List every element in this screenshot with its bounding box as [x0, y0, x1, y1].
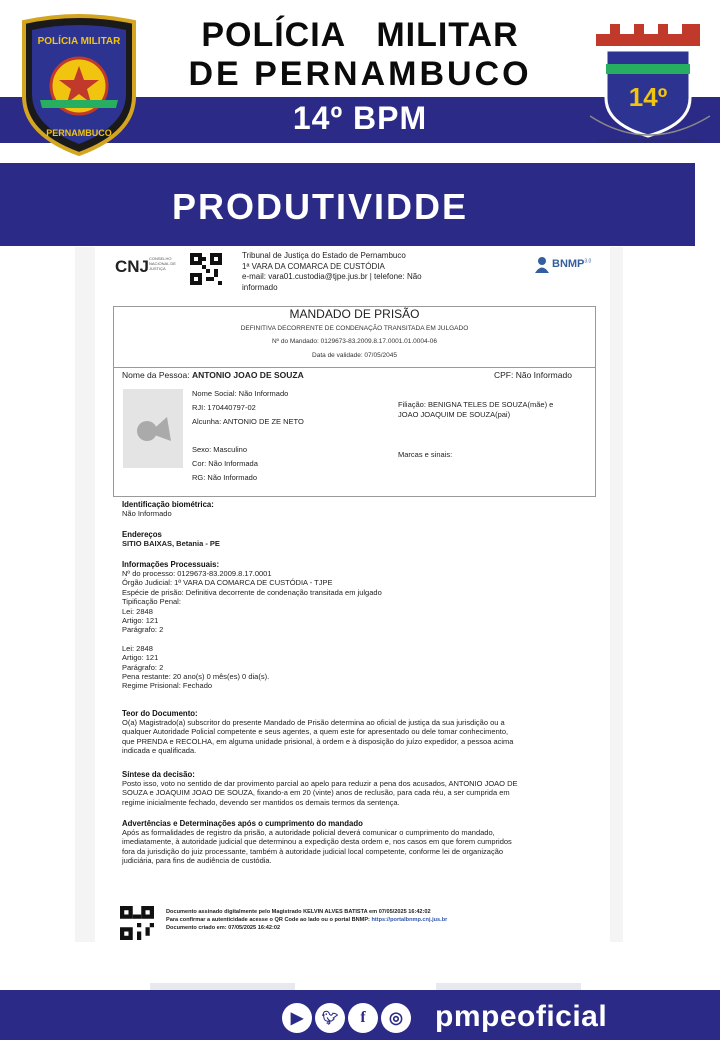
filiacao-line1: Filiação: BENIGNA TELES DE SOUZA(mãe) e: [398, 400, 554, 409]
biometrica-title: Identificação biométrica:: [122, 500, 214, 509]
footer-verify: Para confirmar a autenticidade acesse o QR Code ao lado ou o portal BNMP:: [166, 917, 372, 923]
filiacao-line2: JOAO JOAQUIM DE SOUZA(pai): [398, 410, 511, 419]
teor-line: O(a) Magistrado(a) subscritor do presente Mandado de Prisão determina ao oficial de justiça da sua jurisdição ou a: [122, 718, 505, 727]
court-vara: 1ª VARA DA COMARCA DE CUSTÓDIA: [242, 261, 385, 271]
advertencias-title: Advertências e Determinações após o cumprimento do mandado: [122, 819, 363, 828]
header-title-line1: POLÍCIA MILITAR: [201, 16, 519, 54]
badge-number: 14º: [628, 82, 668, 112]
endereco: SITIO BAIXAS, Betania - PE: [122, 539, 220, 548]
nome-social: Nome Social: Não Informado: [192, 389, 289, 398]
court-contact-2: informado: [242, 282, 278, 292]
info-line: Lei: 2848: [122, 643, 153, 653]
info-line: Artigo: 121: [122, 616, 159, 626]
advertencias-line: judiciária, para fins de audiência de custódia.: [122, 856, 272, 866]
info-line: Nº do processo: 0129673-83.2009.8.17.0001: [122, 569, 272, 578]
footer-signature: Documento assinado digitalmente pelo Magistrado KELVIN ALVES BATISTA em 07/05/2025 16:42:02: [166, 909, 431, 915]
badge-ribbon-text: BATALHÃO CEL PM. MANOEL DE SOUZA FERRAZ: [597, 138, 703, 143]
bnmp-logo-text: BNMP: [552, 258, 585, 270]
advertencias-line: imediatamente, à autoridade judicial que determinou a expedição desta ordem e, nos casos em que forem cumpridos: [122, 837, 512, 847]
sintese-line: SOUZA e JOAQUIM JOAO DE SOUZA, fixando-a em 20 (vinte) anos de reclusão, para cada réu, a ser cumprida em: [122, 788, 510, 798]
cor: Cor: Não Informada: [192, 459, 258, 468]
biometrica-value: Não Informado: [122, 509, 172, 518]
teor-line: indicada e qualificada.: [122, 746, 197, 756]
filiacao: [398, 400, 553, 420]
info-line: Espécie de prisão: Definitiva decorrente de condenação transitada em julgado: [122, 587, 382, 597]
person-cpf: CPF: Não Informado: [494, 370, 572, 380]
bnmp-person-icon: [534, 256, 550, 274]
sexo: Sexo: Masculino: [192, 445, 248, 454]
bnmp-portal-link[interactable]: https://portalbnmp.cnj.jus.br: [371, 917, 448, 923]
enderecos-title: Endereços: [122, 530, 162, 539]
banner-title: PRODUTIVIDDE: [172, 186, 469, 227]
header-title-line2: DE PERNAMBUCO: [188, 55, 532, 93]
info-section: [122, 560, 592, 691]
advertencias-line: fora da jurisdição do juiz processante, também à autoridade judicial local competente, conforme lei de organização: [122, 846, 504, 856]
sintese-line: Posto isso, voto no sentido de dar provimento parcial ao apelo para reduzir a pena dos acusados, ANTONIO JOAO DE: [122, 779, 518, 788]
rji: RJI: 170440797-02: [192, 403, 256, 412]
info-line: Tipificação Penal:: [122, 597, 181, 607]
bnmp-version: 3.0: [584, 258, 592, 265]
enderecos-section: [122, 530, 592, 548]
logo-text-top: POLÍCIA MILITAR: [37, 36, 121, 47]
biometrica-section: [122, 500, 592, 518]
logo-text-bottom: PERNAMBUCO: [46, 128, 112, 138]
mandado-type: DEFINITIVA DECORRENTE DE CONDENAÇÃO TRANSITADA EM JULGADO: [240, 325, 469, 332]
person-name: ANTONIO JOAO DE SOUZA: [191, 370, 304, 380]
info-line: Artigo: 121: [122, 653, 159, 663]
mandado-number: Nº do Mandado: 0129673-83.2009.8.17.0001.01.0004-06: [271, 338, 437, 345]
court-header: [242, 251, 512, 293]
teor-line: qualquer Autoridade Policial competente e seus agentes, a quem este for apresentado ou dele tomar conhecimento,: [122, 727, 509, 737]
decorative-strip: [436, 983, 581, 990]
instagram-icon[interactable]: ◎: [381, 1003, 411, 1033]
rg: RG: Não Informado: [192, 473, 258, 482]
unit-label: 14º BPM: [292, 100, 428, 136]
info-line: Parágrafo: 2: [122, 662, 164, 672]
info-line: Parágrafo: 2: [122, 625, 164, 635]
teor-line: que PRENDA e RECOLHA, em alguma unidade prisional, à ordem e à disposição do juízo expedidor, a pessoa acima: [122, 736, 514, 746]
marcas-sinais: Marcas e sinais:: [398, 450, 453, 459]
court-name: Tribunal de Justiça do Estado de Pernambuco: [242, 251, 406, 260]
person-photo-placeholder-icon: [123, 389, 183, 468]
mandado-validade: Data de validade: 07/05/2045: [312, 352, 397, 359]
bnmp-logo: [552, 258, 591, 270]
person-details-2: [192, 445, 258, 483]
advertencias-line: Após as formalidades de registro da prisão, a autoridade policial deverá comunicar o cumprimento do mandado,: [122, 828, 495, 837]
person-details-1: [192, 389, 304, 427]
teor-section: [122, 709, 584, 756]
facebook-icon[interactable]: f: [348, 1003, 378, 1033]
person-name-label: Nome da Pessoa:: [122, 370, 190, 380]
twitter-icon[interactable]: 🐦︎: [315, 1003, 345, 1033]
info-line: Órgão Judicial: 1ª VARA DA COMARCA DE CUSTÓDIA - TJPE: [122, 578, 333, 588]
pmpe-shield-logo: [20, 14, 138, 156]
youtube-icon[interactable]: ▶: [282, 1003, 312, 1033]
decorative-strip: [150, 983, 295, 990]
social-handle[interactable]: pmpeoficial: [435, 1000, 608, 1033]
cnj-logo: CNJ: [115, 257, 150, 276]
footer-qr-code-icon: [120, 906, 154, 940]
14-bpm-badge-logo: [586, 20, 714, 146]
person-box: [113, 366, 596, 497]
info-line: Pena restante: 20 ano(s) 0 mês(es) 0 dia(s).: [122, 672, 270, 682]
mandado-title: MANDADO DE PRISÃO: [289, 307, 420, 321]
teor-title: Teor do Documento:: [122, 709, 198, 718]
info-line: Lei: 2848: [122, 606, 153, 616]
info-title: Informações Processuais:: [122, 560, 220, 569]
sintese-section: [122, 770, 584, 807]
sintese-title: Síntese da decisão:: [122, 770, 195, 779]
footer-created: Documento criado em: 07/05/2025 16:42:02: [166, 925, 281, 931]
person-name-line: [122, 370, 304, 380]
document-footer: [166, 908, 586, 932]
court-contact: e-mail: vara01.custodia@tjpe.jus.br | telefone: Não: [242, 272, 422, 281]
alcunha: Alcunha: ANTONIO DE ZE NETO: [192, 417, 304, 426]
info-line: Regime Prisional: Fechado: [122, 681, 213, 691]
advertencias-section: [122, 819, 584, 866]
qr-code-icon: [190, 253, 222, 285]
sintese-line: regime inicialmente fechado, devendo ser mantidos os demais termos da sentença.: [122, 797, 400, 807]
social-icons: [282, 1003, 411, 1033]
cnj-subtitle: CONSELHO NACIONAL DE JUSTIÇA: [149, 256, 176, 271]
